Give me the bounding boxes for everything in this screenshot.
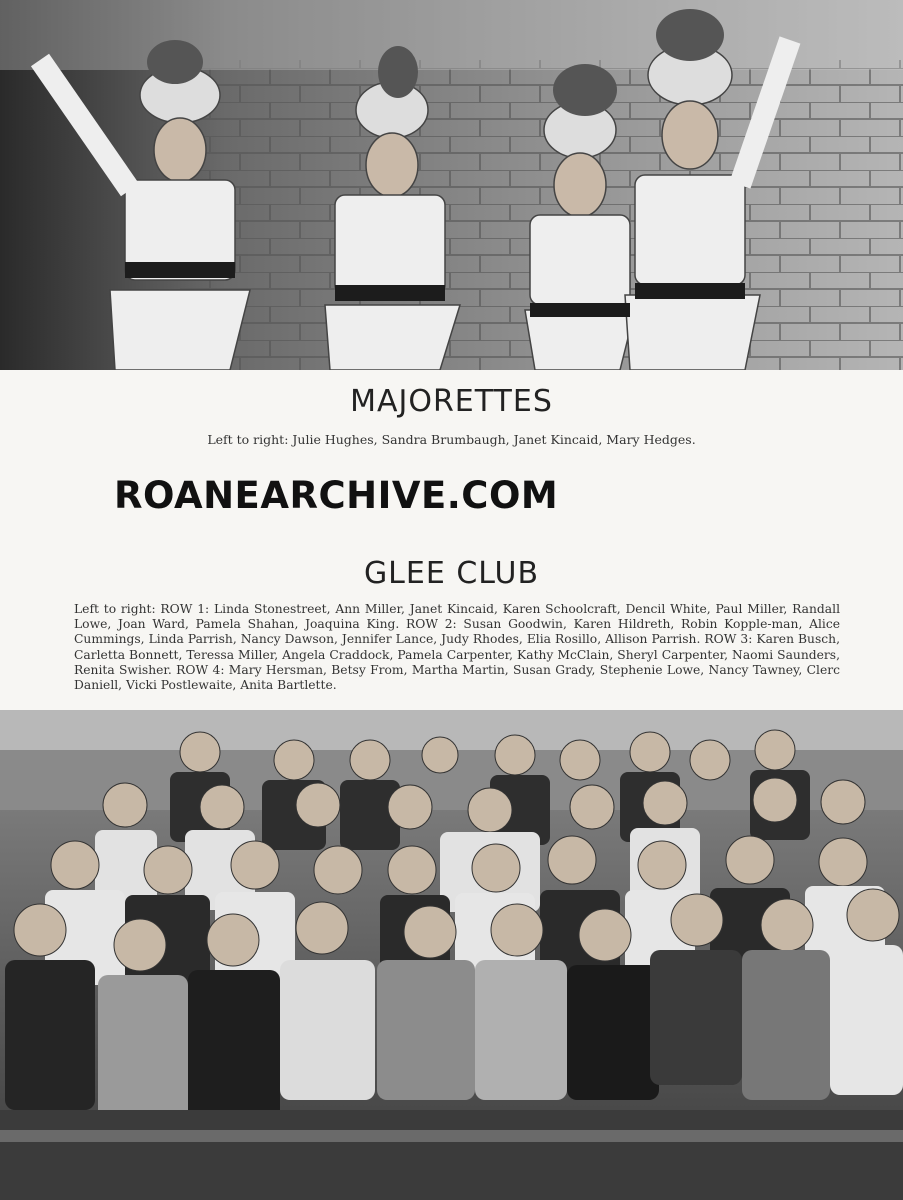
glee-club-photo [0,710,903,1200]
majorettes-title: MAJORETTES [350,384,553,419]
majorettes-caption: Left to right: Julie Hughes, Sandra Brumbaugh, Janet Kincaid, Mary Hedges. [207,432,696,447]
glee-club-title: GLEE CLUB [363,556,540,591]
majorettes-photo [0,0,903,370]
glee-club-caption: Left to right: ROW 1: Linda Stonestreet, Ann Miller, Janet Kincaid, Karen Schoolcraft, Dencil White, Paul Miller, Randall Lowe, Joan Ward, Pamela Shahan, Joaquina King. ROW 2: Susan Goodwin, Karen Hildreth, Robin Kopple-man, Alice Cummings, Linda Parrish, Nancy Dawson, Jennifer Lance, Judy Rhodes, Elia Rosillo, Allison Parrish. ROW 3: Karen Busch, Carletta Bonnett, Teressa Miller, Angela Craddock, Pamela Carpenter, Kathy McClain, Sheryl Carpenter, Naomi Saunders, Renita Swisher. ROW 4: Mary Hersman, Betsy From, Martha Martin, Susan Grady, Stephenie Lowe, Nancy Tawney, Clerc Daniell, Vicki Postlewaite, Anita Bartlette. [74,602,840,693]
site-watermark: ROANEARCHIVE.COM [114,474,559,517]
